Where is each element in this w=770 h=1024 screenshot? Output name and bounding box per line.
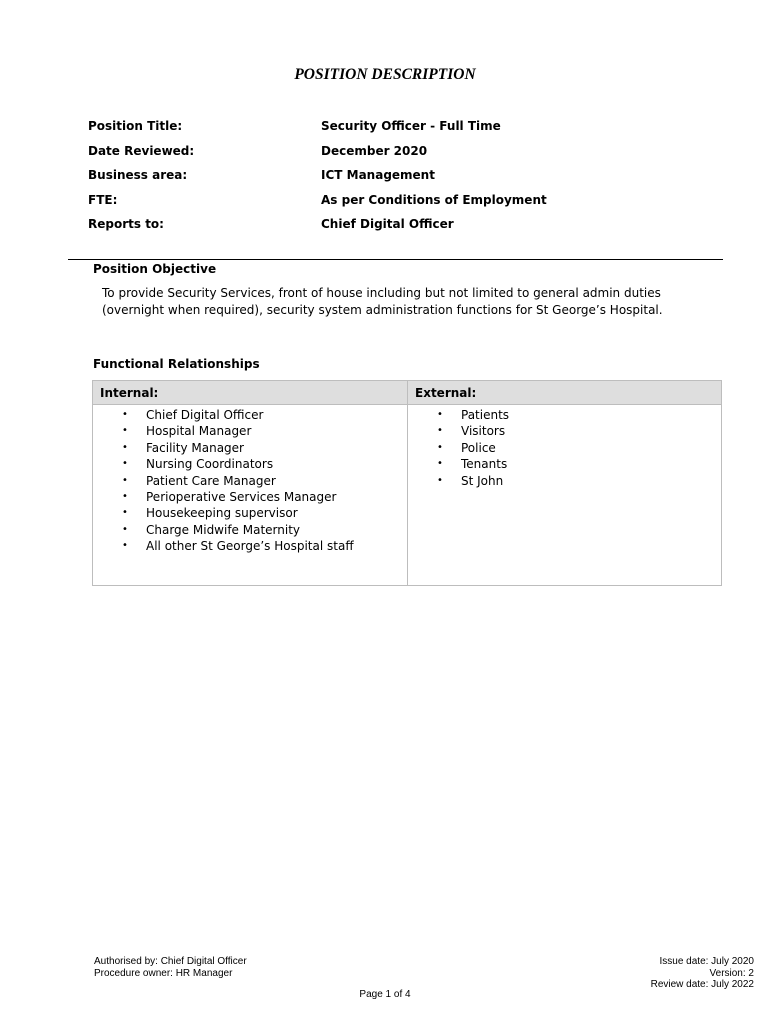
list-item [408, 440, 721, 456]
internal-list [93, 407, 407, 555]
list-item [93, 423, 407, 439]
list-item-text: All other St George’s Hospital staff [146, 539, 354, 554]
list-item-text: Facility Manager [146, 440, 244, 455]
internal-header: Internal: [93, 381, 408, 405]
section-divider [68, 259, 723, 260]
bullet-icon: • [122, 409, 128, 420]
info-row-fte [88, 193, 708, 218]
info-value: ICT Management [321, 168, 435, 182]
bullet-icon: • [122, 507, 128, 519]
bullet-icon: • [122, 441, 128, 453]
page-number: Page 1 of 4 [359, 989, 411, 1000]
list-item-text: Patient Care Manager [146, 473, 276, 488]
info-label: Reports to: [88, 217, 164, 231]
list-item-text: Patients [461, 408, 510, 422]
bullet-icon: • [122, 474, 128, 486]
list-item [93, 440, 407, 456]
info-row-reports-to [88, 217, 708, 242]
list-item [408, 473, 721, 489]
external-list [408, 407, 721, 489]
list-item [408, 423, 721, 439]
list-item [93, 505, 407, 521]
external-header: External: [408, 381, 722, 405]
info-label: Business area: [88, 168, 188, 182]
objective-line: To provide Security Services, front of house including but not limited to general admin duties [102, 286, 661, 300]
objective-heading: Position Objective [93, 262, 217, 276]
info-value: Security Officer - Full Time [321, 119, 501, 133]
footer-dates [651, 956, 754, 991]
list-item [93, 407, 407, 423]
info-row-business-area [88, 168, 708, 193]
bullet-icon: • [437, 441, 443, 453]
authorised-by: Authorised by: Chief Digital Officer [94, 956, 247, 967]
functional-relationships-heading: Functional Relationships [93, 357, 260, 371]
list-item-text: Police [461, 440, 496, 455]
list-item-text: Visitors [461, 424, 506, 439]
list-item [93, 489, 407, 505]
list-item [93, 473, 407, 489]
list-item-text: Perioperative Services Manager [146, 489, 337, 504]
bullet-icon: • [122, 540, 128, 552]
list-item [93, 538, 407, 554]
version: Version: 2 [709, 967, 754, 979]
list-item [93, 456, 407, 472]
table-header-row [93, 381, 722, 405]
bullet-icon: • [437, 409, 443, 420]
list-item-text: Tenants [461, 457, 508, 472]
list-item-text: St John [461, 473, 504, 488]
list-item [408, 456, 721, 472]
bullet-icon: • [122, 523, 128, 535]
bullet-icon: • [122, 458, 128, 470]
bullet-icon: • [437, 425, 443, 437]
info-value: As per Conditions of Employment [321, 192, 547, 207]
info-value: Chief Digital Officer [321, 217, 454, 231]
bullet-icon: • [122, 425, 128, 437]
internal-cell [93, 405, 408, 586]
review-date: Review date: July 2022 [650, 979, 754, 990]
relationships-table [92, 380, 722, 586]
info-label: Date Reviewed: [88, 143, 195, 158]
list-item [93, 522, 407, 538]
info-row-position-title [88, 119, 708, 144]
table-row [93, 405, 722, 586]
list-item-text: Charge Midwife Maternity [146, 522, 301, 537]
list-item [408, 407, 721, 423]
info-label: Position Title: [88, 119, 183, 133]
list-item-text: Housekeeping supervisor [146, 506, 298, 521]
list-item-text: Nursing Coordinators [146, 457, 274, 472]
list-item-text: Hospital Manager [146, 424, 252, 439]
bullet-icon: • [122, 490, 128, 502]
info-label: FTE: [88, 192, 118, 207]
footer-authorisation [94, 956, 247, 979]
issue-date: Issue date: July 2020 [659, 956, 754, 967]
info-value: December 2020 [321, 143, 428, 158]
position-info [88, 119, 708, 242]
procedure-owner: Procedure owner: HR Manager [94, 967, 233, 979]
document-title: POSITION DESCRIPTION [294, 66, 476, 83]
list-item-text: Chief Digital Officer [146, 408, 264, 422]
external-cell [408, 405, 722, 586]
info-row-date-reviewed [88, 144, 708, 169]
bullet-icon: • [437, 474, 443, 486]
objective-line: (overnight when required), security system administration functions for St George’s Hospital. [102, 303, 663, 317]
objective-text [102, 285, 702, 319]
bullet-icon: • [437, 458, 443, 470]
